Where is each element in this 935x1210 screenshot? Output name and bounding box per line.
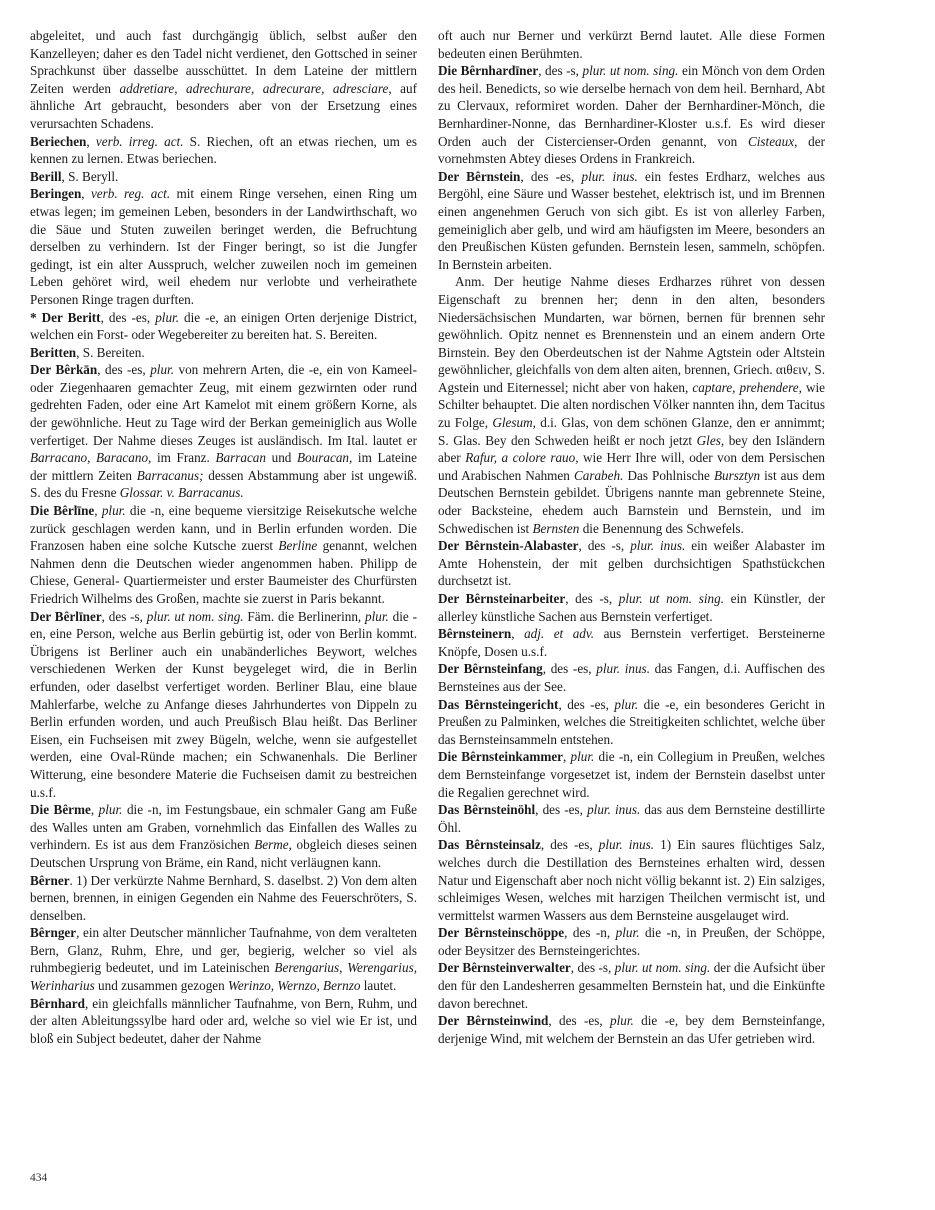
entry-text: bey den Isländern aber (438, 432, 825, 466)
italic-text: verb. irreg. act. (95, 133, 184, 149)
entry-text: , des -s, (538, 63, 583, 79)
italic-text: Berline (278, 538, 318, 554)
dictionary-entry (438, 62, 825, 168)
headword: Der Bêrnsteinarbeiter (438, 591, 566, 606)
entry-text: , des -s, (565, 591, 619, 606)
dictionary-entry (438, 660, 825, 695)
entry-text: oft auch nur Berner und verkürzt Bernd lautet. Alle diese Formen bedeuten einen Berühmten. (438, 28, 825, 61)
dictionary-entry (30, 168, 417, 186)
entry-text: S. Riechen, oft an etwas riechen, um es kennen zu lernen. Etwas beriechen. (30, 133, 417, 167)
dictionary-entry (30, 361, 417, 502)
entry-text: , des -es, (100, 309, 156, 325)
italic-text: plur. (609, 1013, 634, 1029)
entry-text: , S. Bereiten. (76, 344, 145, 360)
entry-text: Anm. Der heutige Nahme dieses Erdharzes rühret von dessen Eigenschaft zu brennen her; denn in den alten, besonders Niedersächsischen Mundarten, war börnen, bernen für brennen sehr gewöhnlich. Opitz nennet es Brennenstein und an einem andern Orte Birnstein. Bey den Oberdeutschen ist der Nahme Agtstein oder Altstein gewöhnlicher, gleichfalls von dem alten aiten, brennen, Griech. αιθειν, S. Agstein und Eiternessel; nicht aber von haken, (438, 274, 825, 395)
dictionary-entry (30, 995, 417, 1048)
dictionary-entry (30, 801, 417, 871)
italic-text: Cisteaux, (747, 133, 798, 149)
entry-text: von mehrern Arten, die -e, ein von Kameel- oder Ziegenhaaren gemachter Zeug, mit einem gezwirnten oder rund gedrehten Faden, oder eine Art Kamelot mit einem größern Korne, als der gewöhnliche. Heut zu Tage wird der Berkan gemeiniglich aus Wolle verfertiget. Der Nahme dieses Zeuges ist ausländisch. Im Ital. lautet er (30, 362, 417, 448)
headword: Der Bêrnsteinfang (438, 661, 543, 677)
entry-text: ein festes Erdharz, welches aus Bergöhl, eine Säure und Wasser bestehet, elektrisch ist, und im Brennen einen angenehmen Geruch von sich gibt. Es ist von allerley Farben, gemeiniglich aber gelb, und wird am häufigsten im Meere, besonders an den Preußischen Küsten gefunden. Bernstein lesen, sammeln, schöpfen. In Bernstein arbeiten. (438, 168, 825, 272)
italic-text: plur. (155, 309, 180, 325)
italic-text: plur. (98, 802, 123, 818)
dictionary-entry (438, 801, 825, 836)
entry-text: , ein alter Deutscher männlicher Taufnahme, von dem veralteten Bern, Glanz, Ruhm, Ehre, und ger, begierig, welcher so viel als ruhmbegierig bedeutet, und im Lateinischen (30, 925, 417, 976)
entry-text: , des -es, (97, 362, 151, 378)
entry-text: ein weißer Alabaster im Amte Hohenstein, der mit gelben durchsichtigen Spathstückchen durchsetzt ist. (438, 538, 825, 589)
entry-text: wie Schilter behauptet. Die alten nordischen Völker nannten ihn, dem Tacitus zu Folge, (438, 379, 826, 431)
italic-text: plur. inus. (598, 837, 655, 853)
entry-text: die -e, bey dem Bernsteinfange, derjenige Wind, mit welchem der Bernstein an das Ufer getrieben wird. (438, 1013, 825, 1046)
entry-text: das aus dem Bernsteine destillirte Öhl. (438, 802, 825, 835)
headword: Beriechen (30, 133, 87, 149)
left-column (30, 27, 417, 1047)
dictionary-entry (438, 168, 825, 274)
headword: Berill (30, 168, 62, 184)
entry-text: lautet. (360, 978, 397, 994)
entry-text: , (563, 749, 571, 765)
entry-text: , des -es, (548, 1013, 610, 1029)
italic-text: plur. inus. (596, 661, 650, 677)
italic-text: captare, prehendere, (692, 379, 802, 395)
headword: Beringen (30, 186, 82, 202)
dictionary-entry (30, 185, 417, 308)
entry-text: genannt, welchen Nahmen denn die Deutschen wieder angenommen haben. Philipp de Chiese, General- Quartiermeister und erster Baumeister des Churfürsten Friedrich Wilhelms des Großen, machte sie zuerst in Paris bekannt. (30, 538, 417, 606)
entry-text: , des -n, (564, 925, 616, 941)
headword: * Der Beritt (30, 309, 101, 325)
italic-text: plur. (570, 749, 595, 765)
headword: Das Bêrnsteingericht (438, 696, 559, 712)
dictionary-entry (438, 696, 825, 749)
entry-paragraph (438, 273, 825, 537)
dictionary-entry (30, 133, 417, 168)
italic-text: Bernsten (532, 520, 580, 536)
entry-text: im Lateine der mittlern Zeiten (30, 450, 417, 483)
entry-text: , (90, 802, 99, 818)
entry-text: , des -es, (535, 802, 588, 818)
entry-text: die Benennung des Schwefels. (579, 520, 744, 536)
dictionary-entry (30, 344, 417, 362)
dictionary-entry (438, 924, 825, 959)
italic-text: Glossar. v. Barracanus. (119, 485, 244, 501)
italic-text: plur. inus. (581, 168, 638, 184)
entry-text: , des -es, (520, 168, 582, 184)
italic-text: Barracan (215, 450, 266, 466)
entry-text: die -n, im Festungsbaue, ein schmaler Gang am Fuße des Walles unten am Graben, vornehmlich das Einfallen des Walles zu verhindern. Es ist aus dem Französichen (30, 802, 417, 853)
italic-text: Berengarius, Werengarius, Werinharius (30, 960, 417, 994)
entry-text: die -e, ein besonderes Gericht in Preußen zu Palminken, welches die Streitigkeiten schlichtet, welche über das Bernsteinsammeln entstehen. (438, 696, 825, 747)
headword: Die Bêrnhardīner (438, 63, 539, 79)
headword: Der Bêrnsteinverwalter (438, 960, 571, 976)
dictionary-entry (438, 590, 825, 625)
dictionary-entry (30, 872, 417, 925)
entry-text: ein Künstler, der allerley künstliche Sachen aus Bernstein verfertiget. (438, 591, 825, 624)
entry-paragraph (30, 27, 417, 133)
dictionary-entry (438, 959, 825, 1012)
italic-text: Berme, (254, 837, 292, 853)
italic-text: Glesum, (492, 415, 536, 431)
italic-text: plur. (150, 362, 175, 378)
entry-text: , (81, 186, 91, 202)
entry-text: ist aus dem Deutschen Bernstein gebildet. Übrigens nannte man gebrennete Steine, oder Backsteine, ehedem auch Barnstein und Bernstein, und im Schwedischen ist (438, 467, 825, 536)
entry-text: Das Pohlnische (623, 467, 714, 483)
headword: Bêrnsteinern (438, 626, 512, 642)
headword: Beritten (30, 344, 77, 360)
dictionary-entry (438, 537, 825, 590)
entry-text: , (94, 503, 102, 519)
italic-text: plur. ut nom. sing. (614, 960, 711, 976)
entry-text: , des -es, (542, 661, 597, 677)
dictionary-entry (30, 502, 417, 608)
italic-text: plur. ut nom. sing. (582, 63, 679, 79)
italic-text: plur. (365, 608, 389, 624)
entry-text: Fäm. die Berlinerinn, (243, 608, 366, 624)
right-column (438, 27, 825, 1047)
entry-text: die -n, ein Collegium in Preußen, welches dem Bernsteinfange vorgesetzet ist, indem der Bernstein daselbst unter die Regalien gerechnet wird. (438, 749, 826, 800)
dictionary-entry (30, 309, 417, 344)
italic-text: addretiare, adrechurare, adrecurare, adresciare, (119, 80, 392, 96)
entry-text: der vornehmsten Abtey dieses Ordens in Frankreich. (438, 133, 825, 167)
page-number: 434 (30, 1172, 48, 1184)
italic-text: Barracanus; (136, 467, 204, 483)
italic-text: plur. inus. (630, 538, 686, 554)
entry-text: d.i. Glas, von dem schönen Glanze, den er annimmt; S. Glas. Bey den Schweden heißt er noch jetzt (438, 415, 825, 448)
entry-text: die -n, in Preußen, der Schöppe, oder Beysitzer des Bernsteingerichtes. (438, 925, 825, 958)
headword: Der Bêrnstein-Alabaster (438, 538, 579, 554)
dictionary-entry (438, 1012, 825, 1047)
dictionary-entry (30, 608, 417, 802)
entry-text: , ein gleichfalls männlicher Taufnahme, von Bern, Ruhm, und der alten Ableitungssylbe hard oder ard, welche so viel wie Er ist, und bloß ein Subject bedeutet, daher der Nahme (30, 995, 417, 1046)
italic-text: plur. ut nom. sing. (146, 608, 244, 624)
italic-text: plur. (614, 696, 639, 712)
entry-text: , des -s, (101, 608, 147, 624)
entry-text: und zusammen gezogen (94, 978, 229, 994)
headword: Bêrnhard (30, 995, 85, 1011)
headword: Die Bêrnsteinkammer (438, 749, 564, 765)
entry-text: dessen Abstammung aber ist ungewiß. S. des du Fresne (30, 467, 418, 501)
headword: Bêrner (30, 872, 70, 888)
headword: Das Bêrnsteinsalz (438, 837, 541, 853)
entry-text: das Fangen, d.i. Auffischen des Bernsteines aus der See. (438, 661, 825, 694)
entry-text: mit einem Ringe versehen, einen Ring um etwas legen; im gemeinen Leben, besonders in der Landwirthschaft, wo die Säue und Stuten zuweilen beringet werden, die Befruchtung derselben zu verhindern. Ist der Finger beringt, so ist die Jungfer gedingt, ist ein alter Ausspruch, welcher zuweilen noch im gemeinen Leben gehöret wird, weil ehedem nur verlobte und verheirathete Personen Ringe tragen durften. (30, 186, 418, 307)
entry-text: im Franz. (151, 450, 216, 466)
italic-text: Bouracan, (297, 450, 353, 466)
entry-text: die -n, eine bequeme viersitzige Reisekutsche welche zurück geschlagen werden kann, und in Berlin erfunden worden. Die Franzosen haben eine solche Kutsche zuerst (30, 503, 418, 554)
italic-text: Gles, (696, 432, 725, 448)
headword: Die Bêrlīne (30, 503, 95, 519)
entry-text: ein Mönch von dem Orden des heil. Benedicts, so wie derselbe hernach von dem heil. Bernhard, Abt zu Clervaux, reformiret worden. Daher der Bernhardiner-Mönch, die Bernhardiner-Nonne, das Bernhardiner-Kloster u.s.f. Es wird dieser Orden auch der Cistercienser-Orden genannt, von (438, 63, 825, 149)
headword: Die Bêrme (30, 802, 91, 818)
italic-text: plur. (615, 925, 640, 941)
dictionary-entry (438, 625, 825, 660)
entry-text: . 1) Der verkürzte Nahme Bernhard, S. daselbst. 2) Von dem alten bernen, brennen, in einigen Gegenden ein Nahme des Feuerschröters, S. denselben. (30, 872, 417, 923)
entry-text: 1) Ein saures flüchtiges Salz, welches durch die Destillation des Bernsteines erhalten wird, dessen Natur und Eigenschaft aber noch nicht völlig bekannt ist. 2) Ein salziges, schleimiges Wesen, welches mit harzigen Theilchen vermischt ist, und vermittelst warmen Wassers aus dem Bernsteine ausgelauget wird. (438, 837, 825, 923)
entry-text: auf ähnliche Art gebraucht, besonders aber von der Ersetzung eines verursachten Schadens. (30, 80, 417, 131)
dictionary-entry (438, 836, 825, 924)
headword: Das Bêrnsteinöhl (438, 802, 536, 818)
italic-text: Barracano, Baracano, (30, 450, 152, 466)
entry-text: , des -s, (570, 960, 615, 976)
entry-text: , (86, 133, 96, 149)
entry-text: und (266, 450, 297, 466)
italic-text: plur. (101, 503, 126, 519)
entry-text: der die Aufsicht über den für den Landesherren gesammelten Bernstein hat, und die Einkünfte davon berechnet. (438, 960, 825, 1011)
headword: Bêrnger (30, 925, 77, 941)
italic-text: Bursztyn (713, 467, 761, 483)
italic-text: Rafur, a colore rauo, (465, 450, 579, 466)
headword: Der Bêrnstein (438, 168, 521, 184)
entry-text: , (511, 626, 525, 642)
italic-text: plur. inus. (587, 802, 641, 818)
entry-paragraph (438, 27, 825, 62)
dictionary-entry (30, 924, 417, 994)
headword: Der Bêrnsteinschöppe (438, 925, 565, 941)
entry-text: , des -es, (540, 837, 599, 853)
entry-text: , des -s, (578, 538, 631, 554)
entry-text: die -en, eine Person, welche aus Berlin gebürtig ist, oder von Berlin kommt. Übrigens ist Berliner auch ein unabänderliches Beywort, welches verschiedenen Werken der Kunst beygeleget wird, die in Berlin erfunden, oder daselbst verfertiget worden. Berliner Blau, eine blaue Mahlerfarbe, welche zu Anfange dieses Jahrhundertes von Dippeln zu Berlin erfunden worden, und auch Preußisch Blau heißt. Das Berliner Eisen, ein Fuchseisen mit zwey Bügeln, welche, wenn sie aufgestellet werden, eine Oval-Ründe machen; ein Schwanenhals. Die Berliner Witterung, eine besondere Materie die Fuchseisen damit zu bestreichen u.s.f. (30, 608, 417, 800)
entry-text: aus Bernstein verfertiget. Bersteinerne Knöpfe, Dosen u.s.f. (438, 626, 826, 659)
entry-text: die -e, an einigen Orten derjenige District, welchen ein Forst- oder Wegebereiter zu bereiten hat. S. Bereiten. (30, 309, 417, 343)
italic-text: adj. et adv. (524, 626, 595, 642)
entry-text: wie Herr Ihre will, oder von dem Persischen und Arabischen Nahmen (438, 450, 825, 483)
headword: Der Bêrkān (30, 362, 98, 378)
entry-text: , des -es, (558, 696, 615, 712)
italic-text: verb. reg. act. (90, 186, 171, 202)
dictionary-entry (438, 748, 825, 801)
entry-text: obgleich dieses seinen Deutschen Ursprung von Bräme, ein Rand, nicht verläugnen kann. (30, 837, 417, 870)
italic-text: Werinzo, Wernzo, Bernzo (228, 978, 361, 994)
entry-text: , S. Beryll. (61, 168, 119, 184)
italic-text: plur. ut nom. sing. (618, 591, 724, 606)
headword: Der Bêrlīner (30, 608, 102, 624)
entry-text: abgeleitet, und auch fast durchgängig üblich, selbst außer den Kanzelleyen; daher es den Tadel nicht verdienet, den Gottsched in seiner Sprachkunst über dasselbe ausschüttet. In dem Lateine der mittlern Zeiten werden (30, 28, 417, 96)
italic-text: Carabeh. (573, 467, 624, 483)
headword: Der Bêrnsteinwind (438, 1013, 549, 1029)
